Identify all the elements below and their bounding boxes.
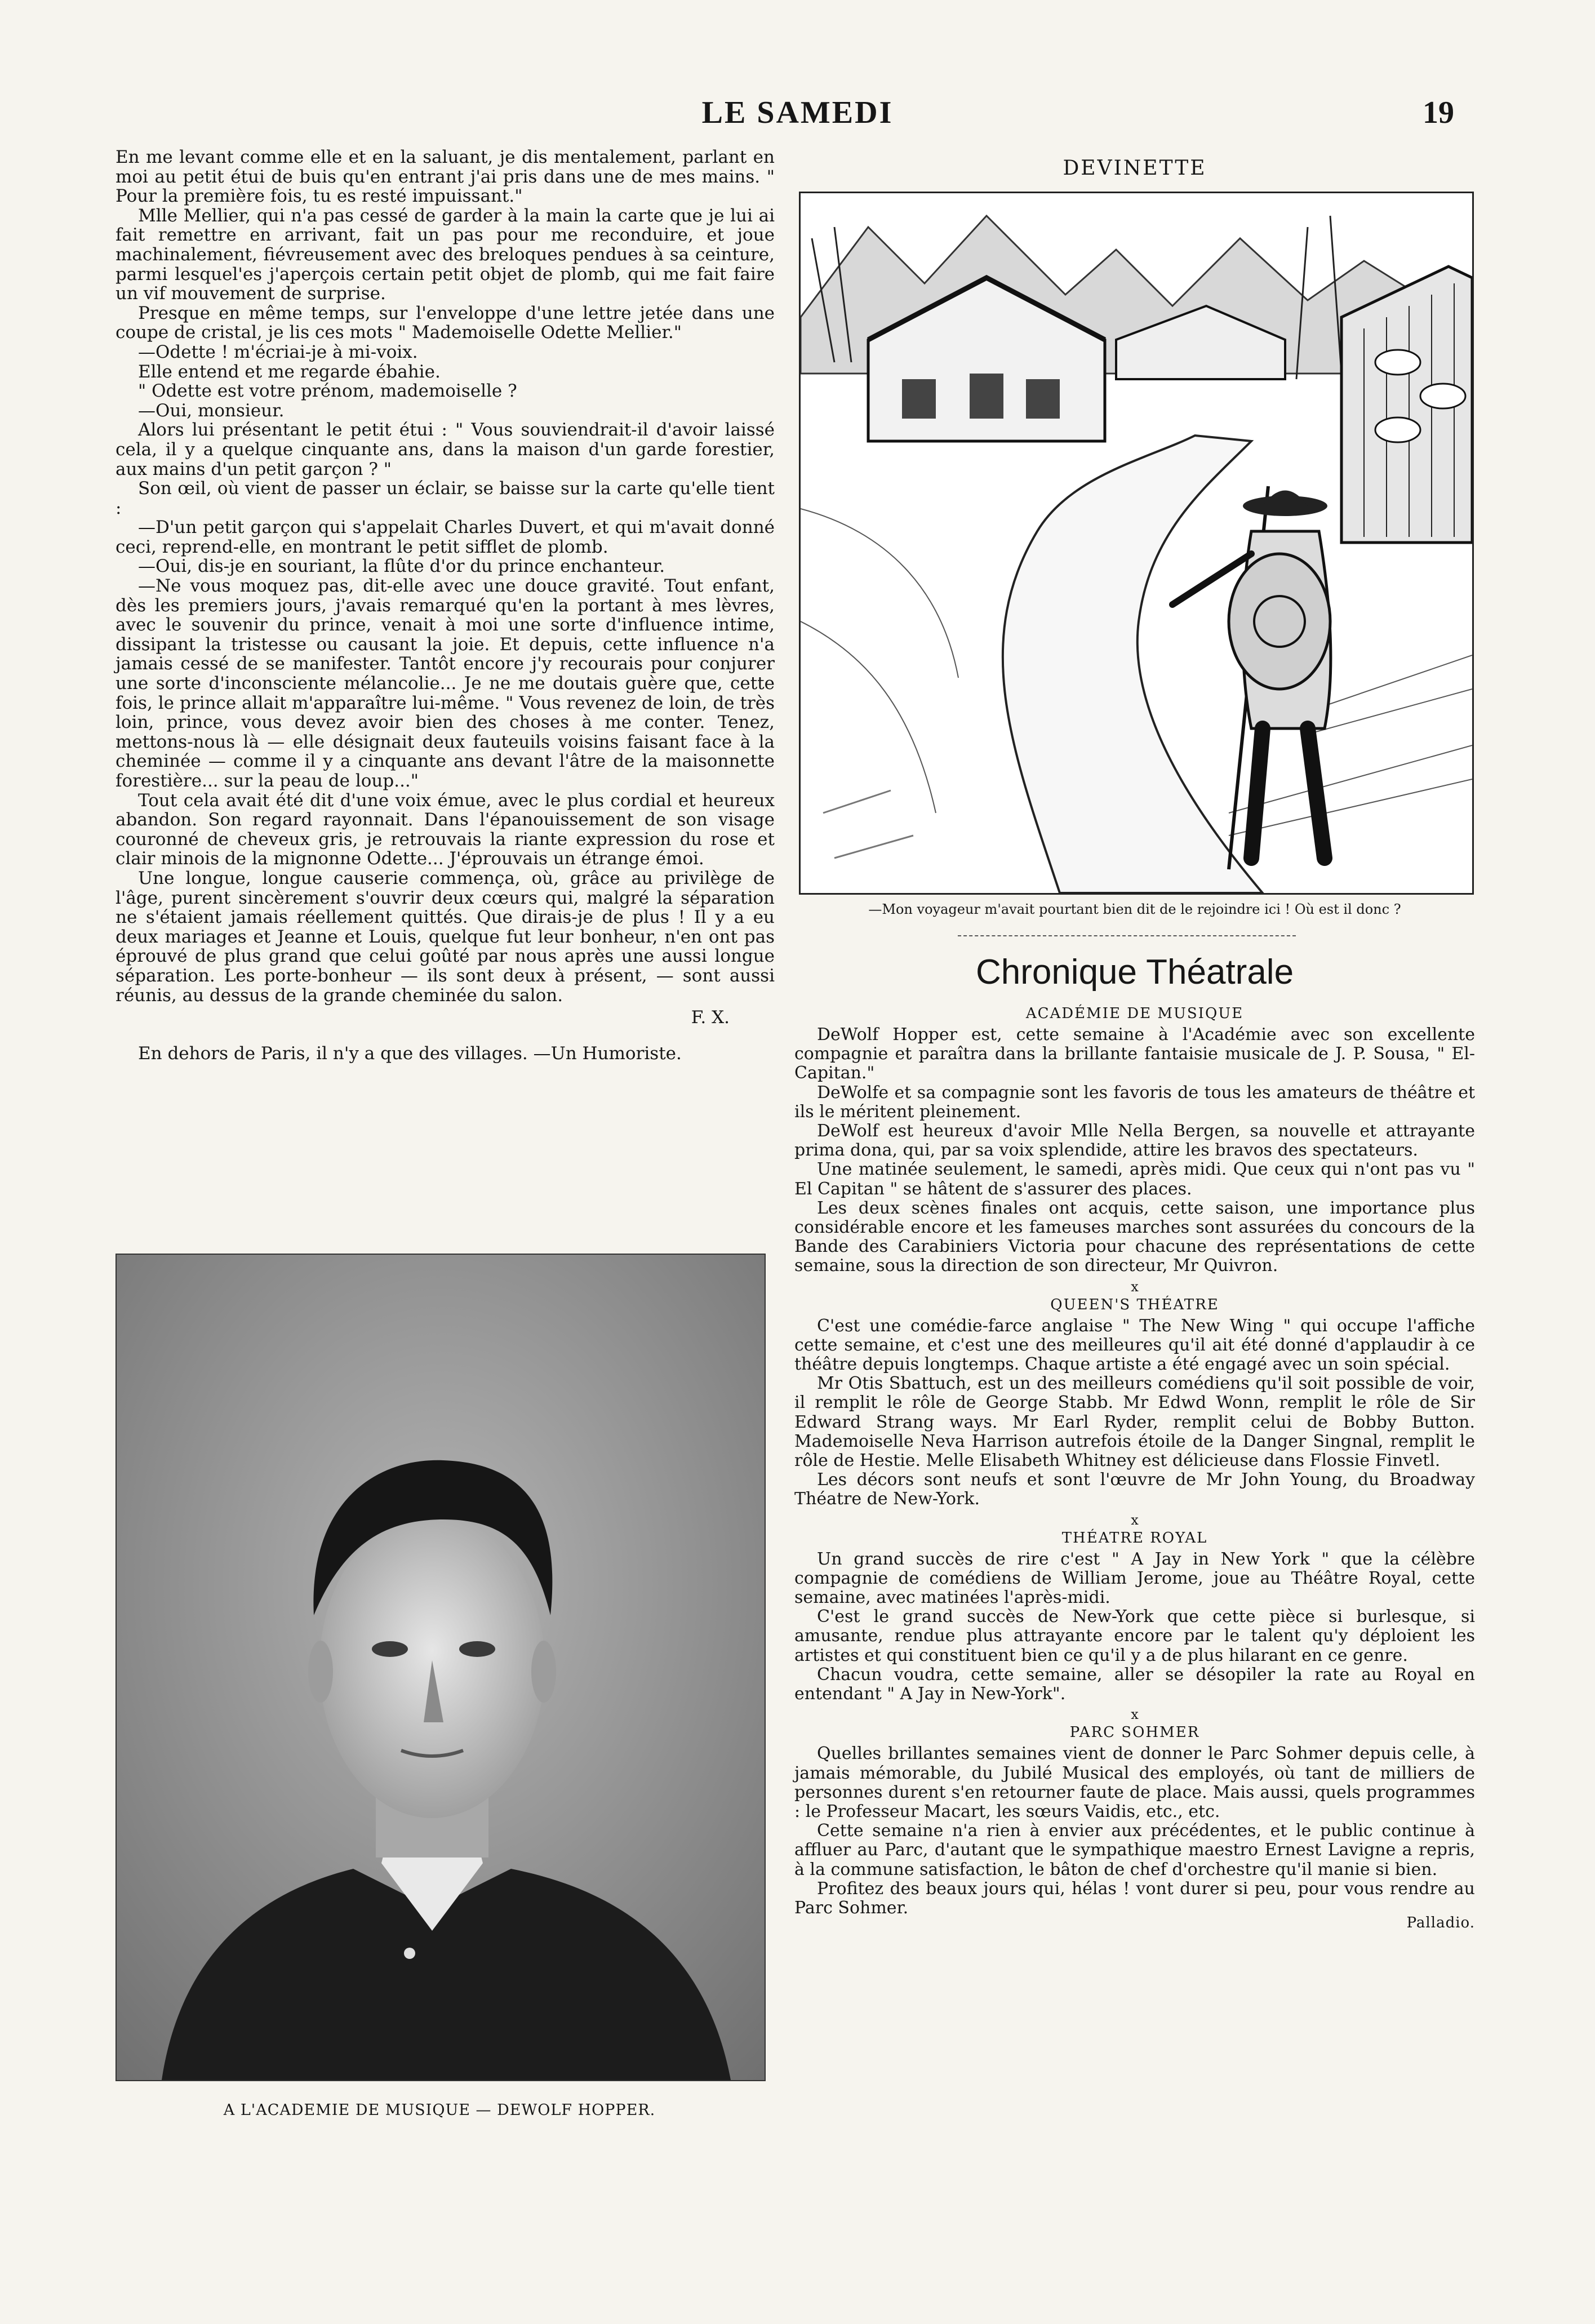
section-heading: PARC SOHMER: [1069, 1724, 1200, 1741]
story-signature: F. X.: [691, 1007, 730, 1028]
story-paragraph: Une longue, longue causerie commença, où, grâce au privilège de l'âge, purent sincèrement s'ouvrir deux cœurs qui, malgré la séparation ne s'étaient jamais réellement quittés. Que dirais-je de plus ! Il y a eu deux mariages et Jeanne et Louis, quelque fut leur bonheur, n'en ont pas éprouvé de plus grand que celui goûté par nous après une aussi longue séparation. Les porte-bonheur — ils sont deux à présent, — sont aussi réunis, au dessus de la grande cheminée du salon.: [115, 868, 775, 1006]
humorist-quote: En dehors de Paris, il n'y a que des villages. —Un Humoriste.: [138, 1043, 682, 1064]
chronique-paragraph: DeWolfe et sa compagnie sont les favoris de tous les amateurs de théâtre et ils le méritent pleinement.: [794, 1082, 1475, 1122]
chronique-paragraph: Cette semaine n'a rien à envier aux précédentes, et le public continue à affluer au Parc, d'autant que le sympathique maestro Ernest Lavigne a repris, à la commune satisfaction, le bâton de chef d'orchestre qu'il manie si bien.: [794, 1821, 1475, 1879]
chronique-paragraph: Quelles brillantes semaines vient de donner le Parc Sohmer depuis celle, à jamais mémorable, du Jubilé Musical des employés, où tant de milliers de personnes durent s'en retourner faute de place. Mais aussi, quels programmes : le Professeur Macart, les sœurs Vaidis, etc., etc.: [794, 1744, 1475, 1821]
section-heading: QUEEN'S THÉATRE: [1050, 1296, 1219, 1313]
section-heading: ACADÉMIE DE MUSIQUE: [1025, 1005, 1244, 1022]
page-number: 19: [1423, 95, 1454, 130]
section-separator: x: [1131, 1707, 1139, 1723]
section-separator: x: [1131, 1278, 1139, 1295]
chronique-paragraph: DeWolf est heureux d'avoir Mlle Nella Bergen, sa nouvelle et attrayante prima dona, qui, par sa voix splendide, attire les bravos des spectateurs.: [794, 1121, 1475, 1161]
chronique-paragraph: Mr Otis Sbattuch, est un des meilleurs comédiens qu'il soit possible de voir, il remplit le rôle de George Stabb. Mr Edwd Wonn, remplit le rôle de Sir Edward Strang ways. Mr Earl Ryder, remplit celui de Bobby Button. Mademoiselle Neva Harrison autrefois étoile de la Danger Singnal, remplit le rôle de Hestie. Melle Elisabeth Whitney est délicieuse dans Flossie Finvetl.: [794, 1374, 1475, 1471]
story-paragraph: —D'un petit garçon qui s'appelait Charles Duvert, et qui m'avait donné ceci, reprend-elle, en montrant le petit sifflet de plomb.: [115, 517, 775, 557]
story-paragraph: " Odette est votre prénom, mademoiselle ?: [138, 381, 517, 402]
chronique-paragraph: C'est une comédie-farce anglaise " The New Wing " qui occupe l'affiche cette semaine, et c'est une des meilleures qu'il ait été donné d'applaudir à ce théâtre depuis longtemps. Chaque artiste a été engagé avec un soin spécial.: [794, 1316, 1475, 1375]
newspaper-title: LE SAMEDI: [701, 95, 894, 130]
chronique-paragraph: Chacun voudra, cette semaine, aller se désopiler la rate au Royal en entendant " A Jay in New-York".: [794, 1664, 1475, 1704]
story-paragraph: —Odette ! m'écriai-je à mi-voix.: [138, 341, 418, 362]
chronique-paragraph: Profitez des beaux jours qui, hélas ! vont durer si peu, pour vous rendre au Parc Sohmer.: [794, 1878, 1475, 1918]
chronique-column: [794, 1003, 1475, 1931]
story-paragraph: En me levant comme elle et en la saluant, je dis mentalement, parlant en moi au petit étui de buis qu'en entrant j'ai pris dans une de mes mains. " Pour la première fois, tu es resté impuissant.": [115, 147, 775, 207]
story-paragraph: —Oui, dis-je en souriant, la flûte d'or du prince enchanteur.: [138, 556, 665, 577]
chronique-title: Chronique Théatrale: [975, 953, 1294, 992]
section-separator: x: [1131, 1512, 1139, 1528]
devinette-illustration: [799, 192, 1474, 895]
devinette-title: DEVINETTE: [1063, 157, 1207, 180]
portrait-caption: A L'ACADEMIE DE MUSIQUE — DEWOLF HOPPER.: [223, 2101, 656, 2119]
story-paragraph: —Oui, monsieur.: [138, 400, 285, 421]
story-column: [115, 148, 775, 1064]
story-paragraph: Alors lui présentant le petit étui : " Vous souviendrait-il d'avoir laissé cela, il y a quelque cinquante ans, dans la maison d'un garde forestier, aux mains d'un petit garçon ? ": [115, 420, 775, 479]
portrait-illustration: [117, 1255, 765, 2080]
puzzle-drawing: [801, 193, 1472, 893]
chronique-paragraph: Les deux scènes finales ont acquis, cette saison, une importance plus considérable encore et les fameuses marches sont assurées du concours de la Bande des Carabiniers Victoria pour chacune des représentations de cette semaine, sous la direction de son directeur, Mr Quivron.: [794, 1198, 1475, 1276]
section-heading: THÉATRE ROYAL: [1061, 1529, 1208, 1547]
devinette-caption: —Mon voyageur m'avait pourtant bien dit de le rejoindre ici ! Où est il donc ?: [868, 901, 1401, 917]
story-paragraph: Presque en même temps, sur l'enveloppe d'une lettre jetée dans une coupe de cristal, je lis ces mots " Mademoiselle Odette Mellier.": [115, 303, 775, 343]
story-paragraph: Elle entend et me regarde ébahie.: [138, 361, 441, 382]
chronique-paragraph: DeWolf Hopper est, cette semaine à l'Académie avec son excellente compagnie et paraîtra dans la brillante fantaisie musicale de J. P. Sousa, " El-Capitan.": [794, 1025, 1475, 1083]
section-divider: [958, 935, 1296, 936]
story-paragraph: Son œil, où vient de passer un éclair, se baisse sur la carte qu'elle tient :: [115, 478, 775, 518]
chronique-signature: Palladio.: [1406, 1914, 1475, 1932]
story-paragraph: —Ne vous moquez pas, dit-elle avec une douce gravité. Tout enfant, dès les premiers jours, j'avais remarqué qu'en la portant à mes lèvres, avec le souvenir du prince, venait à moi une sorte d'influence intime, dissipant la tristesse ou causant la joie. Et depuis, cette influence n'a jamais cessé de se manifester. Tantôt encore j'y recourais pour conjurer une sorte d'inconsciente mélancolie... Je ne me doutais guère que, cette fois, le prince allait m'apparaître lui-même. " Vous revenez de loin, de très loin, prince, vous devez avoir bien des choses à me conter. Tenez, mettons-nous là — elle désignait deux fauteuils voisins faisant face à la cheminée — comme il y a cinquante ans devant l'âtre de la maisonnette forestière... sur la peau de loup...": [115, 576, 775, 791]
masthead: [0, 95, 1595, 134]
story-paragraph: Tout cela avait été dit d'une voix émue, avec le plus cordial et heureux abandon. Son regard rayonnait. Dans l'épanouissement de son visage couronné de cheveux gris, je retrouvais la riante expression du rose et clair minois de la mignonne Odette... J'éprouvais un étrange émoi.: [115, 790, 775, 869]
chronique-paragraph: Un grand succès de rire c'est " A Jay in New York " que la célèbre compagnie de comédiens de William Jerome, joue au Théâtre Royal, cette semaine, avec matinées l'après-midi.: [794, 1549, 1475, 1608]
chronique-paragraph: Les décors sont neufs et sont l'œuvre de Mr John Young, du Broadway Théatre de New-York.: [794, 1470, 1475, 1509]
chronique-paragraph: C'est le grand succès de New-York que cette pièce si burlesque, si amusante, rendue plus attrayante encore par le talent qu'y déploient les artistes et qui constituent bien ce qu'il y a de plus hilarant en ce genre.: [794, 1607, 1475, 1665]
chronique-paragraph: Une matinée seulement, le samedi, après midi. Que ceux qui n'ont pas vu " El Capitan " se hâtent de s'assurer des places.: [794, 1159, 1475, 1199]
dewolf-hopper-portrait: [115, 1254, 766, 2081]
story-paragraph: Mlle Mellier, qui n'a pas cessé de garder à la main la carte que je lui ai fait remettre en arrivant, fait un pas pour me reconduire, et joue machinalement, fiévreusement avec des breloques pendues à sa ceinture, parmi lesquel'es j'aperçois certain petit objet de plomb, qui me fait faire un vif mouvement de surprise.: [115, 205, 775, 304]
